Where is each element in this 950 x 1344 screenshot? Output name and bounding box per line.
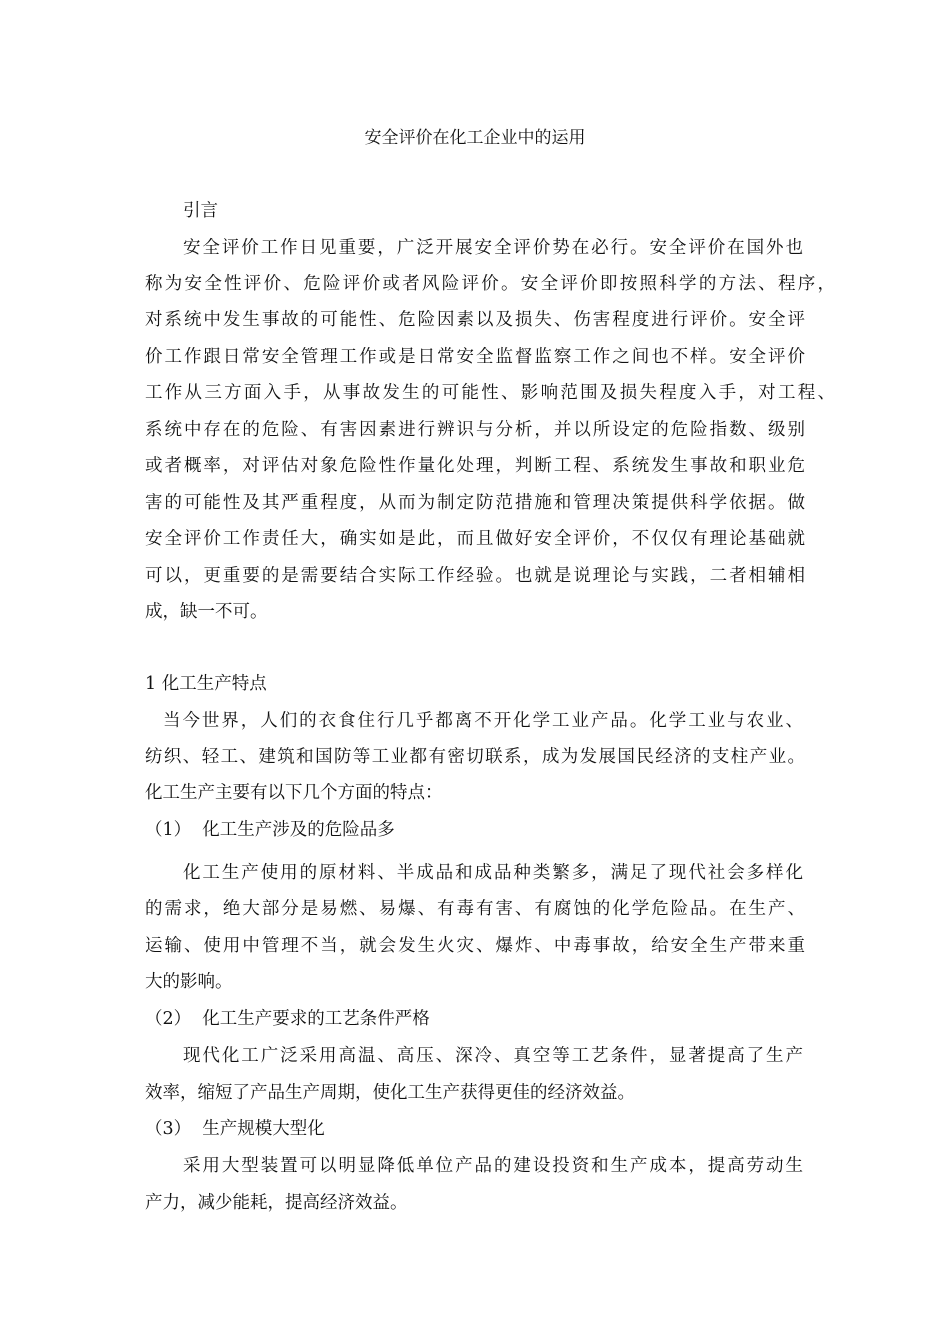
- paragraph-line: 的需求，绝大部分是易燃、易爆、有毒有害、有腐蚀的化学危险品。在生产、: [145, 899, 805, 919]
- paragraph-line: 运输、使用中管理不当，就会发生火灾、爆炸、中毒事故，给安全生产带来重: [145, 936, 805, 956]
- subsection-heading: （1） 化工生产涉及的危险品多: [145, 820, 395, 840]
- paragraph-line: 对系统中发生事故的可能性、危险因素以及损失、伤害程度进行评价。安全评: [145, 310, 805, 330]
- paragraph-line: 安全评价工作日见重要，广泛开展安全评价势在必行。安全评价在国外也: [183, 238, 803, 258]
- paragraph-line: 化工生产主要有以下几个方面的特点：: [145, 783, 443, 803]
- paragraph-line: 价工作跟日常安全管理工作或是日常安全监督监察工作之间也不样。安全评价: [145, 347, 805, 367]
- paragraph-line: 化工生产使用的原材料、半成品和成品种类繁多，满足了现代社会多样化: [183, 863, 803, 883]
- paragraph-line: 工作从三方面入手，从事故发生的可能性、影响范围及损失程度入手，对工程、: [145, 383, 835, 403]
- paragraph-line: 或者概率，对评估对象危险性作量化处理，判断工程、系统发生事故和职业危: [145, 456, 805, 476]
- paragraph-line: 采用大型装置可以明显降低单位产品的建设投资和生产成本，提高劳动生: [183, 1156, 803, 1176]
- paragraph-line: 产力，减少能耗，提高经济效益。: [145, 1193, 408, 1213]
- paragraph-line: 效率，缩短了产品生产周期，使化工生产获得更佳的经济效益。: [145, 1083, 635, 1103]
- intro-heading: 引言: [183, 201, 218, 221]
- paragraph-line: 可以，更重要的是需要结合实际工作经验。也就是说理论与实践，二者相辅相: [145, 566, 805, 586]
- paragraph-line: 大的影响。: [145, 972, 233, 992]
- subsection-heading: （2） 化工生产要求的工艺条件严格: [145, 1009, 430, 1029]
- document-title: 安全评价在化工企业中的运用: [364, 128, 586, 148]
- paragraph-line: 称为安全性评价、危险评价或者风险评价。安全评价即按照科学的方法、程序，: [145, 274, 835, 294]
- paragraph-line: 安全评价工作责任大，确实如是此，而且做好安全评价，不仅仅有理论基础就: [145, 529, 805, 549]
- paragraph-line: 害的可能性及其严重程度，从而为制定防范措施和管理决策提供科学依据。做: [145, 493, 805, 513]
- paragraph-line: 纺织、轻工、建筑和国防等工业都有密切联系，成为发展国民经济的支柱产业。: [145, 747, 805, 767]
- paragraph-line: 系统中存在的危险、有害因素进行辨识与分析，并以所设定的危险指数、级别: [145, 420, 805, 440]
- subsection-heading: （3） 生产规模大型化: [145, 1119, 325, 1139]
- section-heading: 1 化工生产特点: [145, 674, 267, 694]
- paragraph-line: 成，缺一不可。: [145, 602, 268, 622]
- paragraph-line: 当今世界，人们的衣食住行几乎都离不开化学工业产品。化学工业与农业、: [163, 711, 803, 731]
- paragraph-line: 现代化工广泛采用高温、高压、深冷、真空等工艺条件，显著提高了生产: [183, 1046, 803, 1066]
